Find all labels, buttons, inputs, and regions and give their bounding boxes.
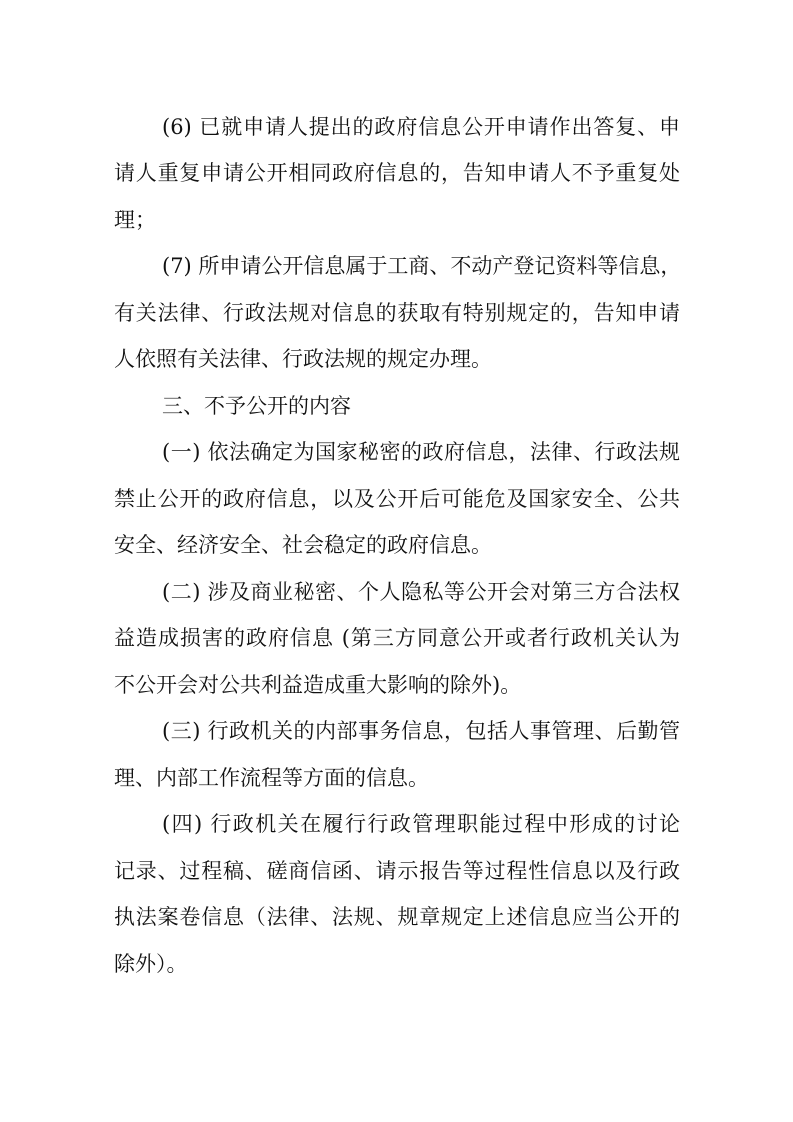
- paragraph-7-line-3: 人依照有关法律、行政法规的规定办理。: [114, 347, 492, 371]
- item-4-line-1: (四) 行政机关在履行行政管理职能过程中形成的讨论: [162, 812, 680, 836]
- item-4-line-4: 除外）。: [114, 952, 188, 976]
- item-1-line-3: 安全、经济安全、社会稳定的政府信息。: [114, 533, 492, 557]
- item-4-line-2: 记录、过程稿、磋商信函、请示报告等过程性信息以及行政: [114, 859, 680, 883]
- paragraph-6-line-1: (6) 已就申请人提出的政府信息公开申请作出答复、申: [162, 115, 680, 139]
- item-1-line-2: 禁止公开的政府信息，以及公开后可能危及国家安全、公共: [114, 487, 680, 511]
- paragraph-7-line-2: 有关法律、行政法规对信息的获取有特别规定的，告知申请: [114, 301, 680, 325]
- item-2-line-1: (二) 涉及商业秘密、个人隐私等公开会对第三方合法权: [162, 580, 680, 604]
- item-4-line-3: 执法案卷信息（法律、法规、规章规定上述信息应当公开的: [114, 905, 680, 929]
- item-3-line-1: (三) 行政机关的内部事务信息，包括人事管理、后勤管: [162, 719, 680, 743]
- item-1-line-1: (一) 依法确定为国家秘密的政府信息，法律、行政法规: [162, 440, 680, 464]
- item-2-line-3: 不公开会对公共利益造成重大影响的除外)。: [114, 673, 522, 697]
- item-2-line-2: 益造成损害的政府信息 (第三方同意公开或者行政机关认为: [114, 626, 680, 650]
- paragraph-6-line-3: 理；: [114, 208, 156, 232]
- paragraph-6-line-2: 请人重复申请公开相同政府信息的，告知申请人不予重复处: [114, 161, 680, 185]
- paragraph-7-line-1: (7) 所申请公开信息属于工商、不动产登记资料等信息，: [162, 254, 682, 278]
- item-3-line-2: 理、内部工作流程等方面的信息。: [114, 766, 429, 790]
- section-heading: 三、不予公开的内容: [162, 394, 351, 418]
